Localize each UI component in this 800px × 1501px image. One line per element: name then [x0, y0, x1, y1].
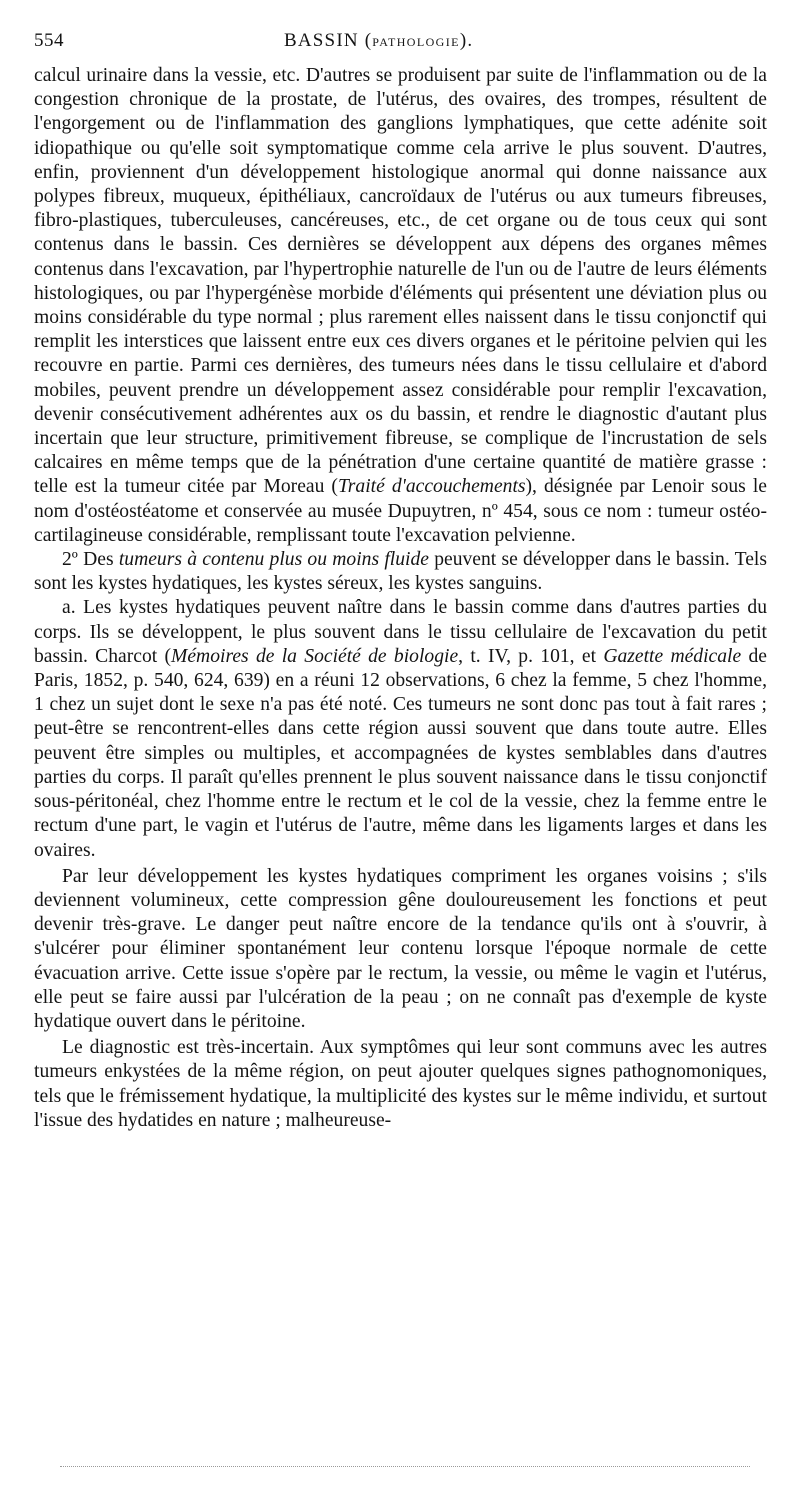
paragraph-diagnosis — [34, 1036, 767, 1133]
paragraph-tumors-solid — [34, 64, 767, 548]
body-text — [34, 64, 767, 1133]
paragraph-text: , t. IV, p. 101, et — [458, 645, 604, 667]
page-header — [34, 30, 774, 54]
bottom-divider — [60, 1466, 750, 1467]
running-title — [284, 30, 473, 52]
paragraph-text: 2º Des — [62, 549, 119, 571]
running-title-subtitle: PATHOLOGIE — [372, 35, 460, 49]
book-title-italic: Traité d'accouchements — [337, 476, 526, 498]
paragraph-text: de Paris, 1852, p. 540, 624, 639) en a réuni 12 observations, 6 chez la femme, 5 chez l'homme, 1 chez un sujet dont le sexe n'a pas été noté. Ces tumeurs ne sont donc pas tout à fait rares ; peut-être se rencontrent-elles dans cette région aussi souvent que dans toute autre. Elles peuvent être simples ou multiples, et accompagnées de kystes semblables dans d'autres parties du corps. Il paraît qu'elles prennent le plus souvent naissance dans le tissu conjonctif sous-péritonéal, chez l'homme entre le rectum et le col de la vessie, chez la femme entre le rectum d'une part, le vagin et l'utérus de l'autre, même dans les ligaments larges et dans les ovaires. — [34, 645, 767, 861]
citation-italic: Mémoires de la Société de biologie — [171, 645, 459, 667]
running-title-end: ). — [459, 30, 474, 51]
paragraph-hydatid-cysts — [34, 596, 767, 862]
paragraph-text: calcul urinaire dans la vessie, etc. D'autres se produisent par suite de l'inflammation ou de la congestion chronique de la prostate, de l'utérus, des ovaires, des trompes, résultent de l'engorgement ou de l'inflammation des ganglions lymphatiques, que cette adénite soit idiopathique ou qu'elle soit symptomatique comme cela arrive le plus souvent. D'autres, enfin, proviennent d'un développement histologique anormal qui donne naissance aux polypes fibreux, muqueux, épithéliaux, cancroïdaux de l'utérus ou aux tumeurs fibreuses, fibro-plastiques, tuberculeuses, cancéreuses, etc., de cet organe ou de tous ceux qui sont contenus dans le bassin. Ces dernières se développent aux dépens des organes mêmes contenus dans l'excavation, par l'hypertrophie naturelle de l'un ou de l'autre de leurs éléments histologiques, ou par l'hypergénèse morbide d'éléments qui présentent une déviation plus ou moins considérable du type normal ; plus rarement elles naissent dans le tissu conjonctif qui remplit les interstices que laissent entre eux ces divers organes et le péritoine pelvien qui les recouvre en partie. Parmi ces dernières, des tumeurs nées dans le tissu cellulaire et d'abord mobiles, peuvent prendre un développement assez considérable pour remplir l'excavation, devenir consécutivement adhérentes aux os du bassin, et rendre le diagnostic d'autant plus incertain que leur structure, primitivement fibreuse, se complique de l'incrustation de sels calcaires en même temps que de la pénétration d'une certaine quantité de matière grasse : telle est la tumeur citée par Moreau ( — [34, 65, 767, 498]
paragraph-text: Par leur développement les kystes hydatiques compriment les organes voisins ; s'ils deviennent volumineux, cette compression gêne douloureusement les fonctions et peut devenir très-grave. Le danger peut naître encore de la tendance qu'ils ont à s'ouvrir, à s'ulcérer pour éliminer spontanément leur contenu lorsque l'époque normale de cette évacuation arrive. Cette issue s'opère par le rectum, la vessie, ou même le vagin et l'utérus, elle peut se faire aussi par l'ulcération de la peau ; on ne connaît pas d'exemple de kyste hydatique ouvert dans le péritoine. — [34, 865, 767, 1032]
paragraph-text: Le diagnostic est très-incertain. Aux symptômes qui leur sont communs avec les autres tumeurs enkystées de la même région, on peut ajouter quelques signes pathognomoniques, tels que le frémissement hydatique, la multiplicité des kystes sur le même individu, et surtout l'issue des hydatides en nature ; malheureuse- — [34, 1037, 767, 1131]
paragraph-text: ), désignée par Lenoir sous le nom d'ostéostéatome et conservée au musée Dupuytren, nº 454, sous ce nom : tumeur ostéo-cartilagineuse considérable, remplissant toute l'excavation pelvienne. — [34, 476, 768, 546]
running-title-main: BASSIN ( — [284, 30, 373, 51]
paragraph-development — [34, 865, 767, 1034]
paragraph-text: peuvent se développer dans le bassin. Tels sont les kystes hydatiques, les kystes séreux, les kystes sanguins. — [34, 549, 767, 595]
emphasis-italic: tumeurs à contenu plus ou moins fluide — [118, 549, 429, 571]
paragraph-tumors-fluid — [34, 548, 767, 596]
page-number: 554 — [34, 30, 64, 51]
paragraph-text: a. Les kystes hydatiques peuvent naître dans le bassin comme dans d'autres parties du corps. Ils se développent, le plus souvent dans le tissu cellulaire de l'excavation du petit bassin. Charcot ( — [34, 597, 767, 667]
citation-italic: Gazette médicale — [603, 645, 742, 667]
